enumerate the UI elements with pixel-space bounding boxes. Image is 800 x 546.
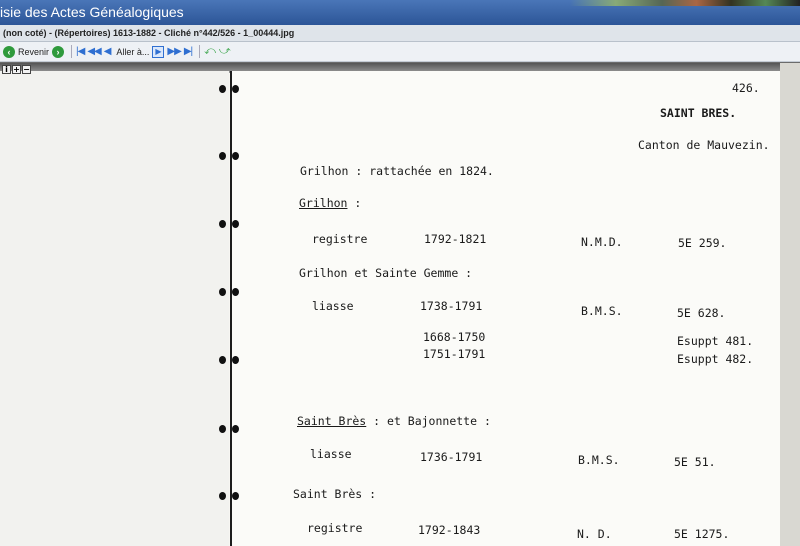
binder-hole	[219, 492, 226, 500]
binder-hole	[232, 220, 239, 228]
zoom-in-button[interactable]: +	[13, 65, 20, 74]
next-fast-button[interactable]	[167, 44, 180, 60]
section-heading: Saint Brès : et Bajonnette :	[297, 414, 491, 428]
zoom-out-button[interactable]: −	[23, 65, 30, 74]
page-right-strip	[780, 63, 800, 546]
image-viewer[interactable]	[0, 63, 800, 546]
goto-label-button[interactable]	[116, 44, 149, 60]
toolbar-separator	[199, 45, 200, 58]
row-cote: Esuppt 482.	[677, 352, 754, 366]
row-type: liasse	[310, 447, 352, 461]
binder-hole	[232, 152, 239, 160]
rotate-right-icon: ⤻	[218, 45, 231, 57]
goto-button[interactable]	[152, 44, 164, 60]
back-icon: ‹	[3, 46, 15, 58]
goto-label: Aller à...	[116, 46, 150, 57]
row-cote: 5E 628.	[677, 306, 726, 320]
binder-hole	[232, 288, 239, 296]
binder-hole	[219, 425, 226, 433]
binder-hole	[232, 356, 239, 364]
row-dates: 1792-1821	[424, 232, 487, 246]
toolbar-separator	[71, 45, 72, 58]
row-cote: 5E 1275.	[674, 527, 730, 541]
row-acts: B.M.S.	[581, 304, 623, 318]
rotate-left-button[interactable]	[204, 44, 216, 60]
goto-icon: ▶	[152, 46, 164, 58]
row-dates: 1736-1791	[420, 450, 483, 464]
page-number: 426.	[732, 81, 760, 95]
last-icon: ▶|	[183, 46, 193, 57]
forward-icon: ›	[52, 46, 64, 58]
row-acts: N. D.	[577, 527, 612, 541]
back-label: Revenir	[18, 46, 50, 57]
prev-fast-button[interactable]	[87, 44, 100, 60]
rotate-right-button[interactable]	[219, 44, 231, 60]
title-decoration	[570, 0, 800, 6]
row-acts: B.M.S.	[578, 453, 620, 467]
last-page-button[interactable]	[184, 44, 192, 60]
row-type: registre	[307, 521, 363, 535]
binder-hole	[219, 356, 226, 364]
row-cote: 5E 259.	[678, 236, 727, 250]
first-page-button[interactable]	[76, 44, 84, 60]
row-dates: 1751-1791	[423, 347, 486, 361]
zoom-controls	[2, 65, 32, 74]
scanned-page	[0, 63, 782, 546]
binder-hole	[232, 425, 239, 433]
forward-button[interactable]	[52, 44, 64, 60]
row-cote: Esuppt 481.	[677, 334, 754, 348]
page-left-margin	[0, 71, 229, 546]
prev-page-button[interactable]	[104, 44, 111, 60]
document-path-bar	[0, 25, 800, 42]
prev-fast-icon: ◀◀	[87, 46, 101, 57]
binder-hole	[219, 152, 226, 160]
back-button[interactable]	[3, 44, 49, 60]
row-type: liasse	[312, 299, 354, 313]
row-type: registre	[312, 232, 368, 246]
row-dates: 1738-1791	[420, 299, 483, 313]
row-acts: N.M.D.	[581, 235, 623, 249]
row-cote: 5E 51.	[674, 455, 716, 469]
row-dates: 1792-1843	[418, 523, 481, 537]
binder-hole	[219, 288, 226, 296]
canton-heading: Canton de Mauvezin.	[638, 138, 770, 152]
section-heading: Saint Brès :	[293, 487, 377, 501]
binder-hole	[219, 220, 226, 228]
commune-heading: SAINT BRES.	[660, 106, 737, 120]
first-icon: |◀	[76, 46, 85, 57]
row-dates: 1668-1750	[423, 330, 486, 344]
binder-hole	[232, 492, 239, 500]
rotate-left-icon: ⤺	[204, 45, 216, 57]
binder-hole	[232, 85, 239, 93]
section-heading: Grilhon :	[299, 196, 362, 210]
viewer-toolbar	[0, 42, 800, 62]
prev-icon: ◀	[103, 46, 111, 57]
next-fast-icon: ▶▶	[167, 46, 181, 57]
note-text: Grilhon : rattachée en 1824.	[300, 164, 494, 178]
document-path: (non coté) - (Répertoires) 1613-1882 - Cliché n°442/526 - 1_00444.jpg	[3, 28, 295, 38]
binder-hole	[219, 85, 226, 93]
app-title-bar	[0, 0, 800, 25]
app-title: isie des Actes Généalogiques	[0, 4, 184, 20]
zoom-fit-button[interactable]: i	[2, 65, 11, 74]
section-heading: Grilhon et Sainte Gemme :	[299, 266, 473, 280]
